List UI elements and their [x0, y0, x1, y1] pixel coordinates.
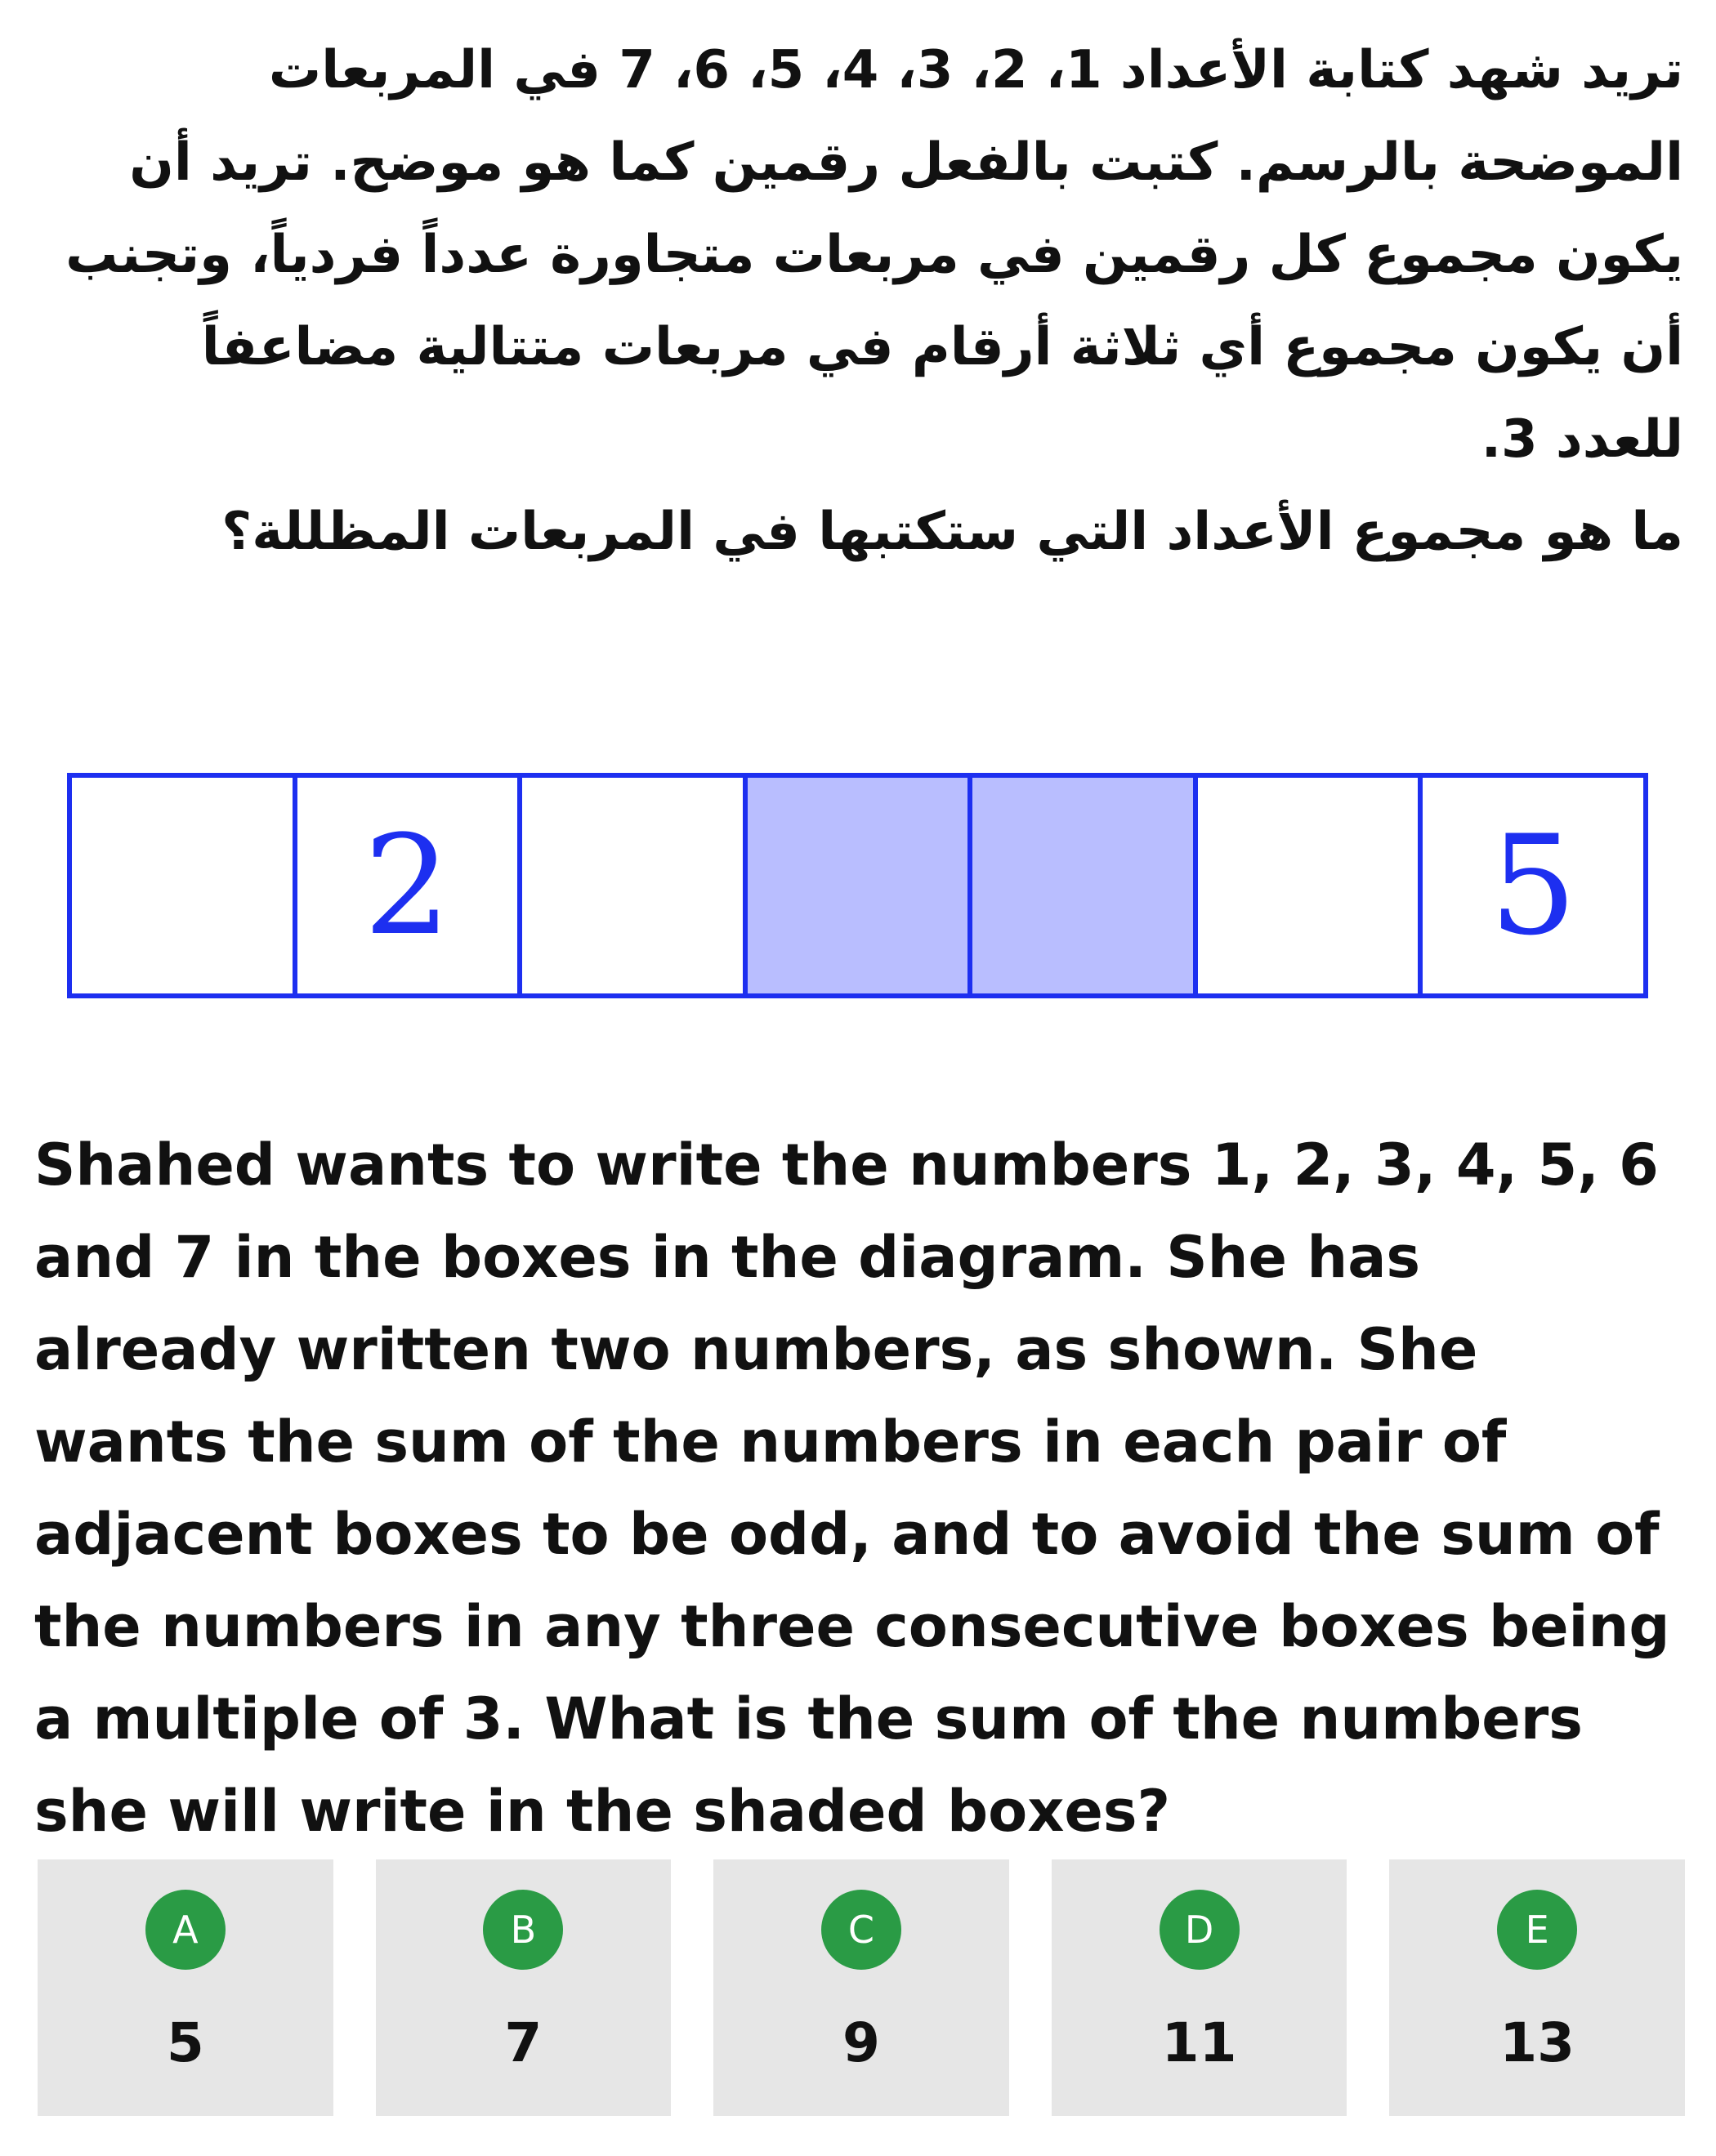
option-e[interactable] [1389, 1859, 1685, 2116]
option-b-letter-badge: B [483, 1890, 563, 1970]
option-e-letter-badge: E [1497, 1890, 1577, 1970]
answer-options [38, 1859, 1685, 2116]
arabic-question [57, 25, 1683, 578]
box-2: 2 [297, 778, 523, 993]
arabic-question-paragraph-2: ما هو مجموع الأعداد التي ستكتبها في المربعات المظللة؟ [221, 502, 1683, 562]
option-a-value: 5 [166, 2011, 204, 2074]
arabic-question-paragraph-1: تريد شهد كتابة الأعداد 1، 2، 3، 4، 5، 6، 7 في المربعات الموضحة بالرسم. كتبت بالفعل رقمين كما هو موضح. تريد أن يكون مجموع كل رقمين في مربعات متجاورة عدداً فردياً، وتجنب أن يكون مجموع أي ثلاثة أرقام في مربعات متتالية مضاعفاً للعدد 3. [65, 40, 1683, 470]
box-1 [72, 778, 297, 993]
option-d-letter-badge: D [1160, 1890, 1240, 1970]
option-e-value: 13 [1499, 2011, 1575, 2074]
option-b-value: 7 [504, 2011, 543, 2074]
box-4-shaded [748, 778, 973, 993]
option-c-value: 9 [842, 2011, 880, 2074]
option-d[interactable] [1052, 1859, 1347, 2116]
number-boxes-diagram [67, 773, 1648, 998]
option-a[interactable] [38, 1859, 333, 2116]
box-6 [1198, 778, 1423, 993]
box-5-shaded [972, 778, 1198, 993]
box-7: 5 [1423, 778, 1643, 993]
option-d-value: 11 [1161, 2011, 1237, 2074]
option-b[interactable] [376, 1859, 672, 2116]
box-3 [522, 778, 748, 993]
english-question: Shahed wants to write the numbers 1, 2, 3, 4, 5, 6 and 7 in the boxes in the diagram. She has already written two numbers, as shown. She wants the sum of the numbers in each pair of adjacent boxes to be odd, and to avoid the sum of the numbers in any three consecutive boxes being a multiple of 3. What is the sum of the numbers she will write in the shaded boxes? [34, 1132, 1670, 1845]
option-c-letter-badge: C [821, 1890, 901, 1970]
option-c[interactable] [713, 1859, 1009, 2116]
option-a-letter-badge: A [145, 1890, 226, 1970]
